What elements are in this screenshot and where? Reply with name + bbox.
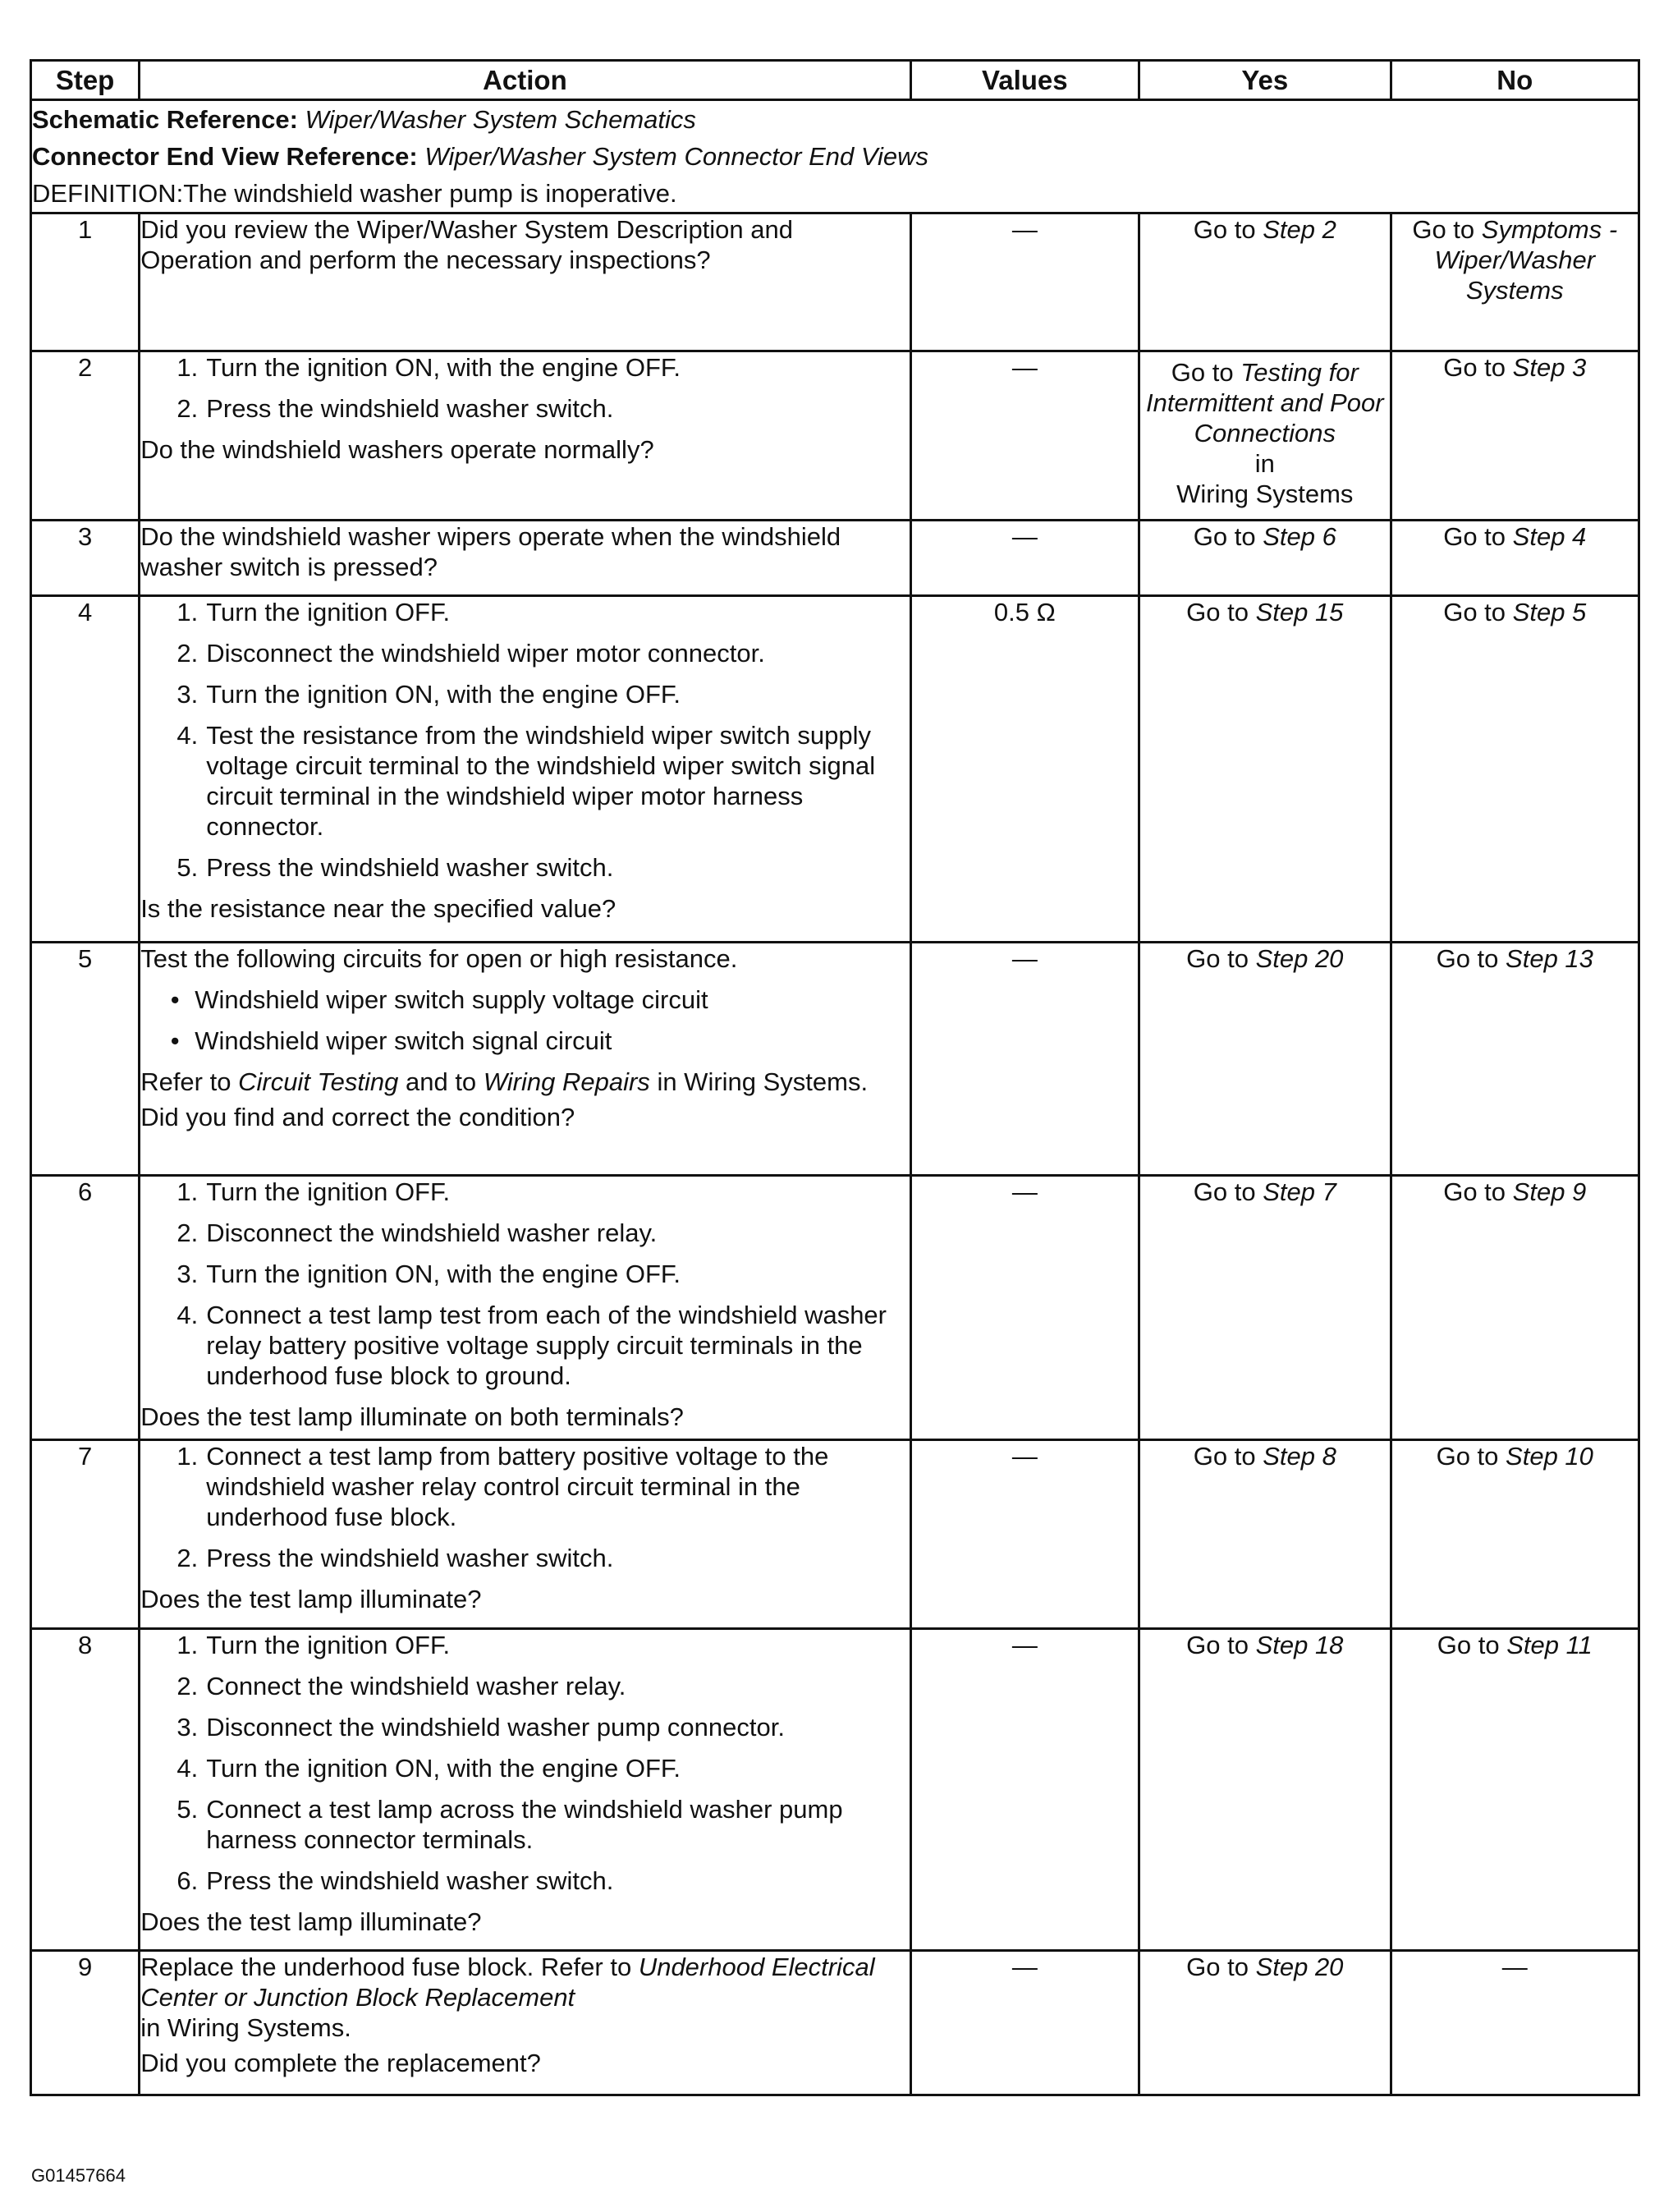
action-cell xyxy=(140,1176,910,1440)
step-number: 6 xyxy=(31,1176,140,1440)
action-question: Does the test lamp illuminate? xyxy=(140,1907,482,1936)
step-number: 5 xyxy=(31,943,140,1176)
yes-cell xyxy=(1139,943,1391,1176)
no-reference: Step 4 xyxy=(1512,522,1587,551)
action-list xyxy=(140,1441,909,1573)
yes-reference: Step 7 xyxy=(1263,1177,1336,1206)
list-item: 3. Turn the ignition ON, with the engine OFF. xyxy=(176,680,681,709)
list-item: 1. Turn the ignition OFF. xyxy=(176,1177,451,1206)
no-cell xyxy=(1391,943,1639,1176)
list-item: 1. Turn the ignition OFF. xyxy=(176,598,451,626)
table-row xyxy=(31,521,1639,596)
no-prefix: Go to xyxy=(1436,1442,1499,1471)
bullet-list xyxy=(140,984,909,1056)
yes-reference: Step 2 xyxy=(1263,215,1336,244)
yes-prefix: Go to xyxy=(1186,1631,1249,1659)
list-item: 2. Press the windshield washer switch. xyxy=(176,394,614,423)
list-item: 2. Disconnect the windshield wiper motor connector. xyxy=(176,639,765,668)
yes-prefix: Go to xyxy=(1186,1953,1249,1981)
step-number: 2 xyxy=(31,351,140,521)
yes-prefix: Go to xyxy=(1186,944,1249,973)
yes-reference: Step 15 xyxy=(1255,598,1344,626)
no-cell xyxy=(1391,596,1639,943)
no-prefix: Go to xyxy=(1437,1631,1500,1659)
value-cell: — xyxy=(910,1176,1139,1440)
value-cell: — xyxy=(910,1629,1139,1951)
connector-reference xyxy=(32,138,1638,175)
list-item: 4. Test the resistance from the windshield wiper switch supply voltage circuit terminal to the windshield wiper switch signal circuit terminal in the windshield wiper motor harness connector. xyxy=(176,721,876,841)
yes-suffix: Wiring Systems xyxy=(1176,480,1354,508)
list-item: 4. Turn the ignition ON, with the engine OFF. xyxy=(176,1754,681,1783)
action-list xyxy=(140,597,909,883)
no-reference: Step 3 xyxy=(1512,353,1587,382)
action-refer: Refer to Circuit Testing and to Wiring Repairs in Wiring Systems. xyxy=(140,1067,869,1096)
step-number: 8 xyxy=(31,1629,140,1951)
list-item: 2. Disconnect the windshield washer relay. xyxy=(176,1218,658,1247)
action-cell xyxy=(140,213,910,351)
action-question: Do the windshield washer wipers operate when the windshield washer switch is pressed? xyxy=(140,522,841,581)
yes-cell xyxy=(1139,213,1391,351)
action-question: Did you review the Wiper/Washer System Description and Operation and perform the necessary inspections? xyxy=(140,215,794,274)
no-cell xyxy=(1391,1176,1639,1440)
yes-cell xyxy=(1139,596,1391,943)
yes-prefix: Go to xyxy=(1193,1442,1256,1471)
value-cell: — xyxy=(910,943,1139,1176)
value-cell: — xyxy=(910,1951,1139,2095)
no-cell: — xyxy=(1391,1951,1639,2095)
header-step: Step xyxy=(31,61,140,100)
no-prefix: Go to xyxy=(1412,215,1475,244)
action-question: Did you find and correct the condition? xyxy=(140,1103,575,1131)
list-item: 1. Connect a test lamp from battery positive voltage to the windshield washer relay control circuit terminal in the underhood fuse block. xyxy=(176,1442,829,1531)
table-row xyxy=(31,943,1639,1176)
action-question: Is the resistance near the specified value? xyxy=(140,894,616,923)
no-cell xyxy=(1391,521,1639,596)
schematic-reference xyxy=(32,101,1638,138)
header-action: Action xyxy=(140,61,910,100)
table-row xyxy=(31,1176,1639,1440)
list-item: 2. Press the windshield washer switch. xyxy=(176,1544,614,1572)
yes-prefix: Go to xyxy=(1186,598,1249,626)
step-number: 4 xyxy=(31,596,140,943)
action-list xyxy=(140,1177,909,1391)
table-row xyxy=(31,1440,1639,1629)
action-question: Do the windshield washers operate normally? xyxy=(140,435,654,464)
schematic-value: Wiper/Washer System Schematics xyxy=(305,105,696,134)
list-item: 2. Connect the windshield washer relay. xyxy=(176,1672,626,1700)
no-prefix: Go to xyxy=(1436,944,1499,973)
no-reference: Step 10 xyxy=(1506,1442,1593,1471)
table-row xyxy=(31,213,1639,351)
table-row xyxy=(31,1951,1639,2095)
no-cell xyxy=(1391,1440,1639,1629)
no-prefix: Go to xyxy=(1443,1177,1506,1206)
value-cell: — xyxy=(910,213,1139,351)
table-row xyxy=(31,596,1639,943)
table-row xyxy=(31,1629,1639,1951)
yes-prefix: Go to xyxy=(1193,215,1256,244)
list-item: 1. Turn the ignition ON, with the engine OFF. xyxy=(176,353,681,382)
yes-reference: Testing for Intermittent and Poor Connections xyxy=(1146,358,1384,447)
step-number: 1 xyxy=(31,213,140,351)
action-cell xyxy=(140,1951,910,2095)
connector-label: Connector End View Reference: xyxy=(32,142,418,171)
yes-cell xyxy=(1139,1629,1391,1951)
step-number: 7 xyxy=(31,1440,140,1629)
no-prefix: Go to xyxy=(1443,522,1506,551)
yes-reference: Step 20 xyxy=(1255,944,1344,973)
figure-id: G01457664 xyxy=(31,2165,126,2186)
action-list xyxy=(140,1630,909,1896)
list-item: 1. Turn the ignition OFF. xyxy=(176,1631,451,1659)
value-cell: — xyxy=(910,351,1139,521)
list-item: • Windshield wiper switch signal circuit xyxy=(170,1026,612,1055)
action-question: Does the test lamp illuminate? xyxy=(140,1585,482,1613)
list-item: 3. Turn the ignition ON, with the engine OFF. xyxy=(176,1260,681,1288)
value-cell: — xyxy=(910,521,1139,596)
action-cell xyxy=(140,596,910,943)
header-no: No xyxy=(1391,61,1639,100)
diagnostic-table xyxy=(30,59,1640,2096)
no-reference: Step 9 xyxy=(1512,1177,1587,1206)
no-reference: Step 5 xyxy=(1512,598,1587,626)
step-number: 3 xyxy=(31,521,140,596)
yes-reference: Step 8 xyxy=(1263,1442,1336,1471)
action-cell xyxy=(140,351,910,521)
action-refer: Replace the underhood fuse block. Refer to Underhood Electrical Center or Junction Block Replacement in Wiring Systems. xyxy=(140,1953,875,2042)
header-yes: Yes xyxy=(1139,61,1391,100)
action-cell xyxy=(140,943,910,1176)
no-reference: Step 13 xyxy=(1506,944,1593,973)
action-intro: Test the following circuits for open or high resistance. xyxy=(140,944,738,973)
yes-cell xyxy=(1139,521,1391,596)
yes-reference: Step 6 xyxy=(1263,522,1336,551)
list-item: • Windshield wiper switch supply voltage circuit xyxy=(170,985,708,1014)
yes-prefix: Go to xyxy=(1193,522,1256,551)
connector-value: Wiper/Washer System Connector End Views xyxy=(424,142,929,171)
yes-mid: in xyxy=(1254,449,1275,478)
yes-cell xyxy=(1139,1951,1391,2095)
no-reference: Step 11 xyxy=(1506,1631,1593,1659)
action-question: Does the test lamp illuminate on both terminals? xyxy=(140,1402,684,1431)
list-item: 3. Disconnect the windshield washer pump connector. xyxy=(176,1713,785,1742)
no-reference: Symptoms - Wiper/Washer Systems xyxy=(1434,215,1618,305)
list-item: 6. Press the windshield washer switch. xyxy=(176,1866,614,1895)
list-item: 5. Connect a test lamp across the windshield washer pump harness connector terminals. xyxy=(176,1795,843,1854)
yes-prefix: Go to xyxy=(1193,1177,1256,1206)
action-question: Did you complete the replacement? xyxy=(140,2049,541,2077)
yes-cell xyxy=(1139,1440,1391,1629)
no-cell xyxy=(1391,351,1639,521)
no-prefix: Go to xyxy=(1443,353,1506,382)
header-row xyxy=(31,61,1639,100)
reference-row xyxy=(31,100,1639,213)
no-cell xyxy=(1391,1629,1639,1951)
action-list xyxy=(140,352,909,424)
reference-cell xyxy=(31,100,1639,213)
no-cell xyxy=(1391,213,1639,351)
yes-cell xyxy=(1139,351,1391,521)
yes-cell xyxy=(1139,1176,1391,1440)
no-prefix: Go to xyxy=(1443,598,1506,626)
schematic-label: Schematic Reference: xyxy=(32,105,298,134)
action-cell xyxy=(140,521,910,596)
yes-reference: Step 20 xyxy=(1255,1953,1344,1981)
header-values: Values xyxy=(910,61,1139,100)
table-row xyxy=(31,351,1639,521)
action-cell xyxy=(140,1629,910,1951)
value-cell: — xyxy=(910,1440,1139,1629)
list-item: 5. Press the windshield washer switch. xyxy=(176,853,614,882)
action-cell xyxy=(140,1440,910,1629)
step-number: 9 xyxy=(31,1951,140,2095)
definition: DEFINITION:The windshield washer pump is inoperative. xyxy=(32,179,677,208)
yes-reference: Step 18 xyxy=(1255,1631,1344,1659)
value-cell: 0.5 Ω xyxy=(910,596,1139,943)
list-item: 4. Connect a test lamp test from each of the windshield washer relay battery positive voltage supply circuit terminals in the underhood fuse block to ground. xyxy=(176,1301,887,1390)
yes-prefix: Go to xyxy=(1171,358,1234,387)
